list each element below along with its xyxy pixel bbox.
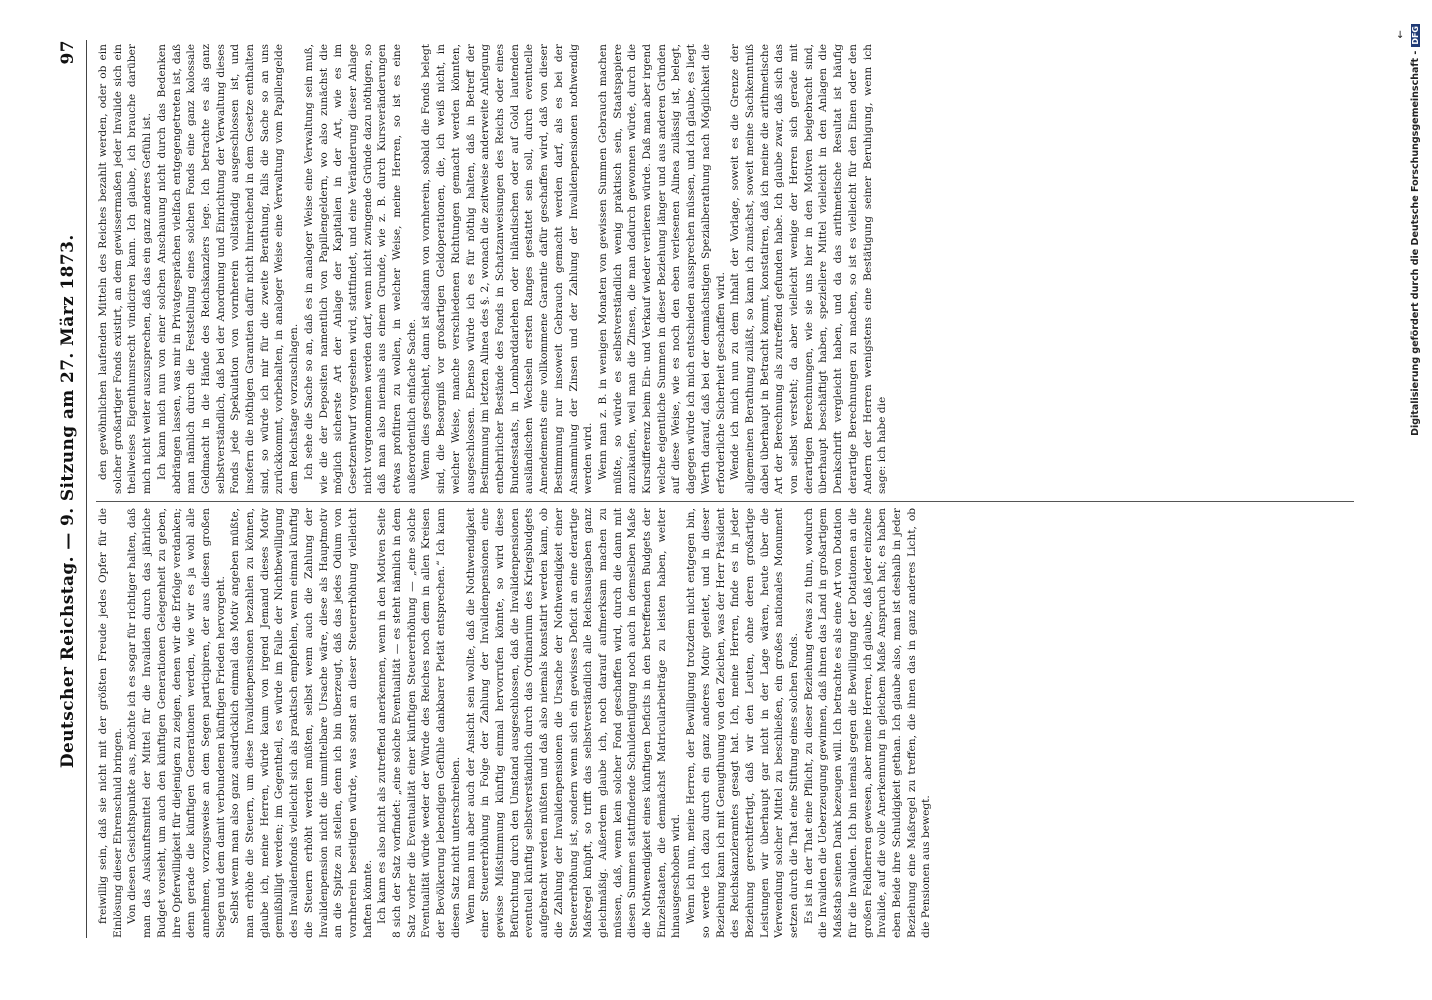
paragraph: Wenn man nun aber auch der Ansicht sein wollte, daß die Nothwendigkeit einer Steuererhöhung in Folge der Zahlung der Invalidenpensionen eine gewisse Mißstimmung künftig einmal hervorrufen könnte, so wird diese Befürchtung durch den Umstand ausgeschlossen, daß die Invalidenpensionen eventuell künftig selbstverständlich durch das Ordinarium des Kriegsbudgets aufgebracht werden müßten und daß also niemals konstatirt werden kann, ob die Zahlung der Invalidenpensionen die Ursache der Nothwendigkeit einer Steuererhöhung ist, sondern wenn sich ein gewisses Deficit an eine derartige Maßregel knüpft, so trifft das selbstverständlich alle Reichsausgaben ganz gleichmäßig. Außerdem glaube ich, noch darauf aufmerksam machen zu müssen, daß, wenn kein solcher Fond geschaffen wird, durch die dann mit diesen Summen stattfindende Schuldentilgung noch auch in demselben Maße die Nothwendigkeit eines künftigen Deficits in den betreffenden Budgets der Einzelstaaten, die demnächst Matricularbeiträge zu leisten haben, weiter hinausgeschoben wird. [464, 508, 683, 938]
arrow-down-icon: ↓ [1396, 30, 1405, 41]
funding-watermark [1404, 0, 1426, 1000]
page-title: Deutscher Reichstag. — 9. Sitzung am 27. März 1873. [58, 234, 78, 769]
paragraph: Wenn ich nun, meine Herren, der Bewilligung trotzdem nicht entgegen bin, so werde ich dazu durch ein ganz anderes Motiv geleitet, und in dieser Beziehung kann ich mit Genugthuung von den Zeichen, was der Herr Präsident des Reichskanzleramtes gesagt hat. Ich, meine Herren, finde es in jeder Beziehung gerechtfertigt, daß wir den Leuten, ohne deren großartige Leistungen wir überhaupt gar nicht in der Lage wären, heute über die Verwendung solcher Mittel zu beschließen, ein großes nationales Monument setzen durch die That eine Stiftung eines solchen Fonds. [685, 508, 801, 938]
right-column [96, 44, 1354, 494]
paragraph: Wenn dies geschieht, dann ist alsdann von vornherein, sobald die Fonds belegt sind, die Besorgniß vor großartigen Geldoperationen, die, ich weiß nicht, in welcher Weise, manche verschiedenen Richtungen gemacht werden könnten, ausgeschlossen. Ebenso würde ich es für nöthig halten, daß in Betreff der Bestimmung im letzten Alinea des §. 2, wonach die zeitweise anderweite Anlegung entbehrlicher Bestände des Fonds in Schatzanweisungen des Reichs oder eines Bundesstaats, in Lombarddarlehen oder inländischen oder auf Gold lautenden ausländischen Wechseln ersten Ranges gestattet sein soll, durch eventuelle Amendements eine vollkommene Garantie dafür geschaffen wird, daß von dieser Bestimmung nur insoweit Gebrauch gemacht werden darf, als es bei der Ansammlung der Zinsen und der Zahlung der Invalidenpensionen nothwendig werden wird. [420, 44, 595, 494]
paragraph: Es ist in der That eine Pflicht, zu dieser Beziehung etwas zu thun, wodurch die Invaliden die Ueberzeugung gewinnen, daß ihnen das Land in großartigem Maßstab seinen Dank bezeugen will. Ich betrachte es als eine Art von Dotation für die Invaliden. Ich bin niemals gegen die Bewilligung der Dotationen an die großen Feldherren gewesen, aber meine Herren, ich glaube, daß jeder einzelne Invalide, auf die volle Anerkennung in gleichem Maße Anspruch hat; es haben eben Beide ihre Schuldigkeit gethan. Ich glaube also, man ist deshalb in jeder Beziehung eine Maßregel zu treffen, die ihnen das in ganz anderes Licht, ob die Pensionen aus bewegt. [802, 508, 933, 938]
paragraph: Wende ich mich nun zu dem Inhalt der Vorlage, soweit es die Grenze der allgemeinen Berathung zuläßt, so kann ich zunächst, soweit meine Sachkenntniß dabei überhaupt in Betracht kommt, konstatiren, daß ich meine die arithmetische Art der Berechnung als zutreffend gefunden habe. Ich glaube zwar, daß sich das von selbst versteht; da aber vielleicht wenige der Herren sich gerade mit derartigen Berechnungen, wie sie uns hier in den Motiven beigebracht sind, überhaupt beschäftigt haben, speziellere Mittel vielleicht in den Anlagen die Denkschrift vergleicht haben, und da das arithmetische Resultat ist häufig derartige Berechnungen zu machen, so ist es vielleicht für den Einen oder den Andern der Herren wenigstens eine Bestätigung seiner Beruhigung, wenn ich sage: ich habe die [729, 44, 889, 494]
page-header [58, 40, 87, 938]
paragraph: Ich kann es also nicht als zutreffend anerkennen, wenn in den Motiven Seite 8 sich der Satz vorfindet: „eine solche Eventualität — es steht nämlich in dem Satz vorher die Eventualität einer künftigen Steuererhöhung — „eine solche Eventualität würde weder der Würde des Reiches noch dem in allen Kreisen der Bevölkerung lebendigen Gefühle dankbarer Pietät entsprechen.“ Ich kann diesen Satz nicht unterschreiben. [376, 508, 462, 938]
paragraph: Selbst wenn man also ganz ausdrücklich einmal das Motiv angeben müßte, man erhöhe die Steuern, um diese Invalidenpensionen bezahlen zu können, glaube ich, meine Herren, würde kaum von irgend Jemand dieses Motiv gemißbilligt werden; im Gegentheil, es würde im Falle der Nichtbewilligung des Invalidenfonds vielleicht sich als praktisch empfehlen, wenn einmal künftig die Steuern erhöht werden müßten, selbst wenn auch die Zahlung der Invalidenpension nicht die unmittelbare Ursache wäre, diese als Hauptmotiv an die Spitze zu stellen, denn ich bin überzeugt, daß das jedes Odium von vornherein beseitigen würde, was sonst an dieser Steuererhöhung vielleicht haften könnte. [229, 508, 374, 938]
watermark-text: Digitalisierung gefördert durch die Deutsche Forschungsgemeinschaft - [1409, 50, 1421, 436]
paragraph: Ich sehe die Sache so an, daß es in analoger Weise eine Verwaltung sein muß, wie die der Depositen namentlich von Papillengeldern, wo also zunächst die möglich sicherste Art der Anlage der Kapitalien in der Art, wie es im Gesetzentwurf vorgesehen wird, stattfindet, und eine Veränderung dieser Anlage nicht vorgenommen werden darf, wenn nicht zwingende Gründe dazu nöthigen, so daß man also niemals aus einem Grunde, wie z. B. durch Kursveränderungen etwas profitiren zu wollen, in welcher Weise, meine Herren, so ist es eine außerordentlich einfache Sache. [302, 44, 418, 494]
dfg-logo: DFG [1410, 26, 1420, 45]
paragraph: Wenn man z. B. in wenigen Monaten von gewissen Summen Gebrauch machen müßte, so würde es selbstverständlich wenig praktisch sein, Staatspapiere anzukaufen, weil man die Zinsen, die man dadurch gewonnen würde, durch die Kursdifferenz beim Ein- und Verkauf wieder verlieren würde. Daß man aber irgend welche eigentliche Summen in dieser Beziehung länger und aus anderen Gründen auf diese Weise, wie es noch den eben verlesenen Alinea zulässig ist, belegt, dagegen würde ich mich entschieden aussprechen müssen, und ich glaube, es liegt Werth darauf, daß bei der demnächstigen Spezialberathung nach Möglichkeit die erforderliche Sicherheit geschaffen wird. [596, 44, 727, 494]
paragraph: Ich kann mich nun von einer solchen Anschauung nicht durch das Bedenken abdrängen lassen, was mir in Privatgesprächen vielfach entgegengetreten ist, daß man nämlich durch die Feststellung eines solchen Fonds eine ganz kolossale Geldmacht in die Hände des Reichskanzlers lege. Ich betrachte es als ganz selbstverständlich, daß bei der Anordnung und Einrichtung der Verwaltung dieses Fonds jede Spekulation von vornherein vollständig ausgeschlossen ist, und insofern die nöthigen Garantien dafür nicht hinreichend in dem Gesetze enthalten sind, so würde ich mir für die zweite Berathung, falls die Sache so an uns zurückkommt, vorbehalten, in analoger Weise eine Verwaltung vom Papillengelde dem Reichstage vorzuschlagen. [155, 44, 301, 494]
page-number: 97 [58, 40, 78, 65]
column-divider [96, 501, 1354, 502]
paragraph: den gewöhnlichen laufenden Mitteln des Reiches bezahlt werden, oder ob ein solcher großartiger Fonds existirt, an dem gewissermaßen jeder Invalide sich ein theilweises Eigenthumsrecht vindiciren kann. Ich glaube, ich brauche darüber mich nicht weiter auszusprechen, daß das ein ganz anderes Gefühl ist. [97, 44, 154, 494]
paragraph: Von diesen Gesichtspunkte aus, möchte ich es sogar für richtiger halten, daß man das Auskunftsmittel der Mittel für die Invaliden durch das jährliche Budget vorsieht, um auch den künftigen Generationen Gelegenheit zu geben, ihre Opferwilligkeit für diejenigen zu zeigen, denen wir die Erfolge verdanken; denn gerade die künftigen Generationen werden, wie wir es ja wohl alle annehmen, vorzugsweise an dem Segen participiren, der aus diesen großen Siegen und dem damit verbundenen künftigen Frieden hervorgeht. [126, 508, 227, 938]
left-column [96, 508, 1354, 938]
paragraph: freiwillig sein, daß sie nicht mit der größten Freude jedes Opfer für die Einlösung dieser Ehrenschuld bringen. [97, 508, 124, 938]
